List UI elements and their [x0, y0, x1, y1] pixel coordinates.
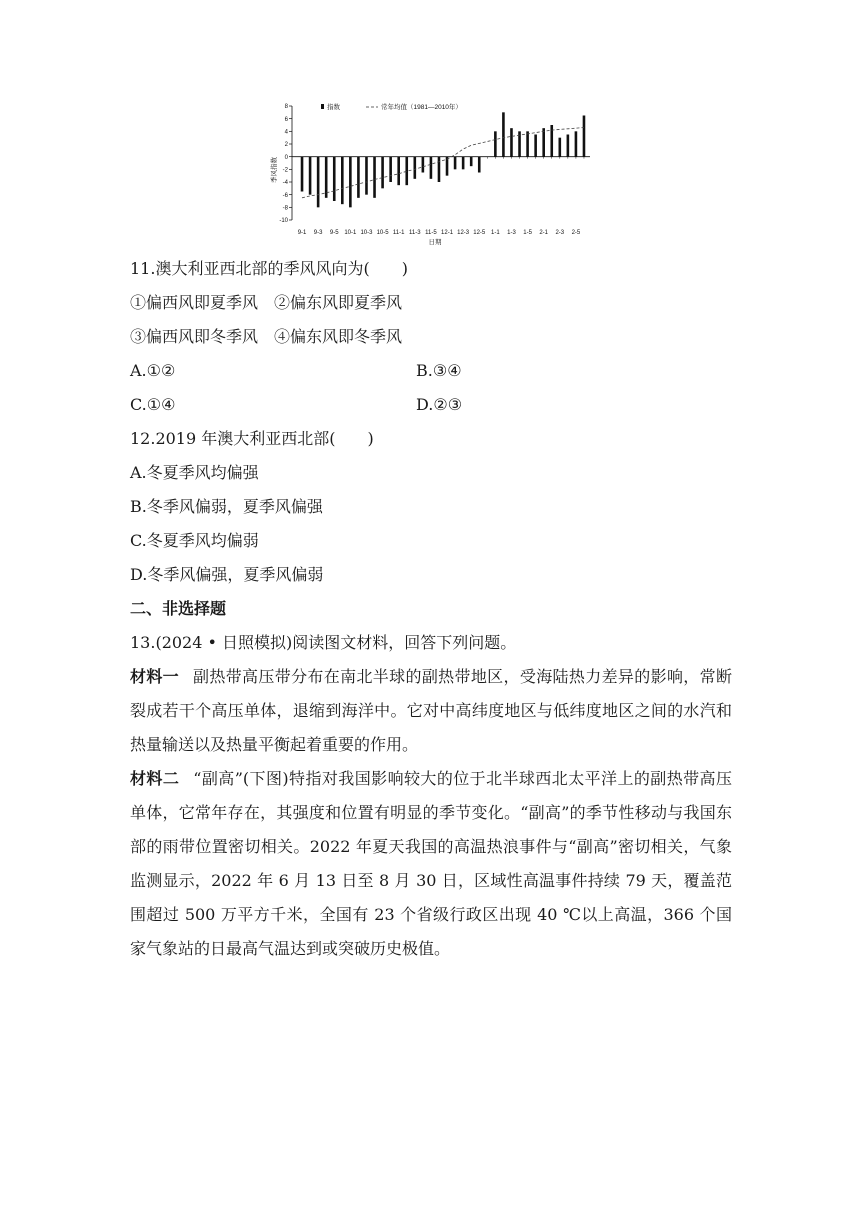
bar [567, 135, 570, 157]
bar [542, 128, 545, 156]
x-tick-label: 11-3 [409, 230, 421, 236]
q11-choice-c[interactable]: C.①④ [130, 395, 176, 414]
y-tick-label: 4 [284, 129, 288, 136]
material-two-label: 材料二 [130, 769, 180, 788]
bar [365, 157, 368, 195]
x-tick-label: 1-5 [523, 230, 532, 236]
x-tick-label: 9-1 [297, 230, 307, 236]
q12-choice-b[interactable]: B.冬季风偏弱，夏季风偏强 [130, 497, 323, 516]
bar [494, 131, 497, 156]
q12-choice-a[interactable]: A.冬夏季风均偏强 [130, 463, 259, 482]
q11-choice-d[interactable]: D.②③ [416, 395, 463, 414]
legend-bar-swatch [321, 104, 324, 109]
q11-options-line2: ③偏西风即冬季风 ④偏东风即冬季风 [130, 327, 403, 346]
section-heading: 二、非选择题 [130, 599, 227, 618]
bar [575, 131, 578, 156]
bar [325, 157, 328, 198]
bar [470, 157, 473, 167]
chart-legend [321, 102, 462, 111]
q11-choice-a[interactable]: A.①② [130, 361, 176, 380]
bar [438, 157, 441, 182]
bar [583, 116, 586, 157]
y-tick-label: -2 [282, 167, 288, 174]
material-one [130, 660, 732, 762]
q13-stem: 13.(2024 • 日照模拟)阅读图文材料，回答下列问题。 [130, 633, 517, 652]
bar [462, 157, 465, 170]
x-tick-label: 12-3 [457, 230, 470, 236]
bar [357, 157, 360, 198]
y-tick-label: 0 [284, 154, 288, 161]
bar [309, 157, 312, 195]
monsoon-index-chart [262, 98, 598, 250]
x-tick-label: 2-3 [555, 230, 565, 236]
x-tick-label: 2-1 [539, 230, 549, 236]
y-tick-label: -4 [282, 180, 288, 187]
material-two [130, 762, 732, 966]
y-axis-label: 季风指数 [271, 157, 278, 183]
bar [301, 157, 304, 192]
chart-average-line [302, 128, 584, 198]
x-tick-label: 10-3 [360, 230, 373, 236]
y-tick-label: -6 [282, 192, 288, 199]
y-tick-label: -8 [282, 205, 288, 212]
bar [510, 128, 513, 156]
bar [349, 157, 352, 208]
bar [333, 157, 336, 201]
x-axis-label: 日期 [428, 239, 442, 246]
x-tick-label: 9-5 [329, 230, 339, 236]
x-tick-label: 11-1 [392, 230, 405, 236]
y-tick-label: -10 [279, 218, 288, 225]
q11-choices-row1 [130, 354, 732, 388]
bar [317, 157, 320, 208]
y-tick-label: 6 [284, 116, 288, 123]
chart-bars [301, 112, 586, 207]
q11-choice-b[interactable]: B.③④ [416, 361, 462, 380]
q11-options-line1: ①偏西风即夏季风 ②偏东风即夏季风 [130, 293, 403, 312]
bar [397, 157, 400, 186]
bar [422, 157, 425, 173]
bar [389, 157, 392, 182]
x-tick-label: 10-5 [376, 230, 389, 236]
bar [559, 138, 562, 157]
x-tick-label: 1-1 [491, 230, 500, 236]
average-line [302, 128, 584, 198]
bar [534, 135, 537, 157]
bar [454, 157, 457, 170]
bar [478, 157, 481, 173]
y-tick-label: 2 [284, 142, 288, 149]
material-one-text: 副热带高压带分布在南北半球的副热带地区，受海陆热力差异的影响，常断裂成若干个高压单体，退缩到海洋中。它对中高纬度地区与低纬度地区之间的水汽和热量输送以及热量平衡起着重要的作用。 [130, 667, 732, 754]
legend-line-label: 常年均值（1981—2010年） [381, 104, 462, 111]
bar [405, 157, 408, 186]
material-one-label: 材料一 [130, 667, 180, 686]
x-tick-label: 2-5 [571, 230, 581, 236]
x-tick-label: 10-1 [344, 230, 357, 236]
bar [430, 157, 433, 179]
legend-bar-label: 指数 [327, 104, 340, 111]
bar [341, 157, 344, 205]
x-tick-label: 12-1 [441, 230, 454, 236]
bar [381, 157, 384, 189]
q11-stem: 11.澳大利亚西北部的季风风向为( ) [130, 259, 408, 278]
bar [526, 131, 529, 156]
x-tick-label: 12-5 [473, 230, 486, 236]
q12-stem: 12.2019 年澳大利亚西北部( ) [130, 429, 374, 448]
x-tick-label: 11-5 [425, 230, 437, 236]
q11-choices-row2 [130, 388, 732, 422]
bar [414, 157, 417, 179]
x-tick-label: 1-3 [507, 230, 516, 236]
material-two-text: “副高”(下图)特指对我国影响较大的位于北半球西北太平洋上的副热带高压单体，它常年存在，其强度和位置有明显的季节变化。“副高”的季节性移动与我国东部的雨带位置密切相关。2022 年夏天我国的高温热浪事件与“副高”密切相关，气象监测显示，2022 年 6 月 13 日至 8 月 30 日，区域性高温事件持续 79 天，覆盖范围超过 500 万平方千米，全国有 23 个省级行政区出现 40 ℃以上高温，366 个国家气象站的日最高气温达到或突破历史极值。 [130, 769, 732, 958]
q12-choice-d[interactable]: D.冬季风偏强，夏季风偏弱 [130, 565, 324, 584]
x-tick-label: 9-3 [313, 230, 323, 236]
bar [373, 157, 376, 198]
bar [502, 112, 505, 156]
y-tick-label: 8 [284, 104, 288, 111]
q12-choice-c[interactable]: C.冬夏季风均偏弱 [130, 531, 259, 550]
